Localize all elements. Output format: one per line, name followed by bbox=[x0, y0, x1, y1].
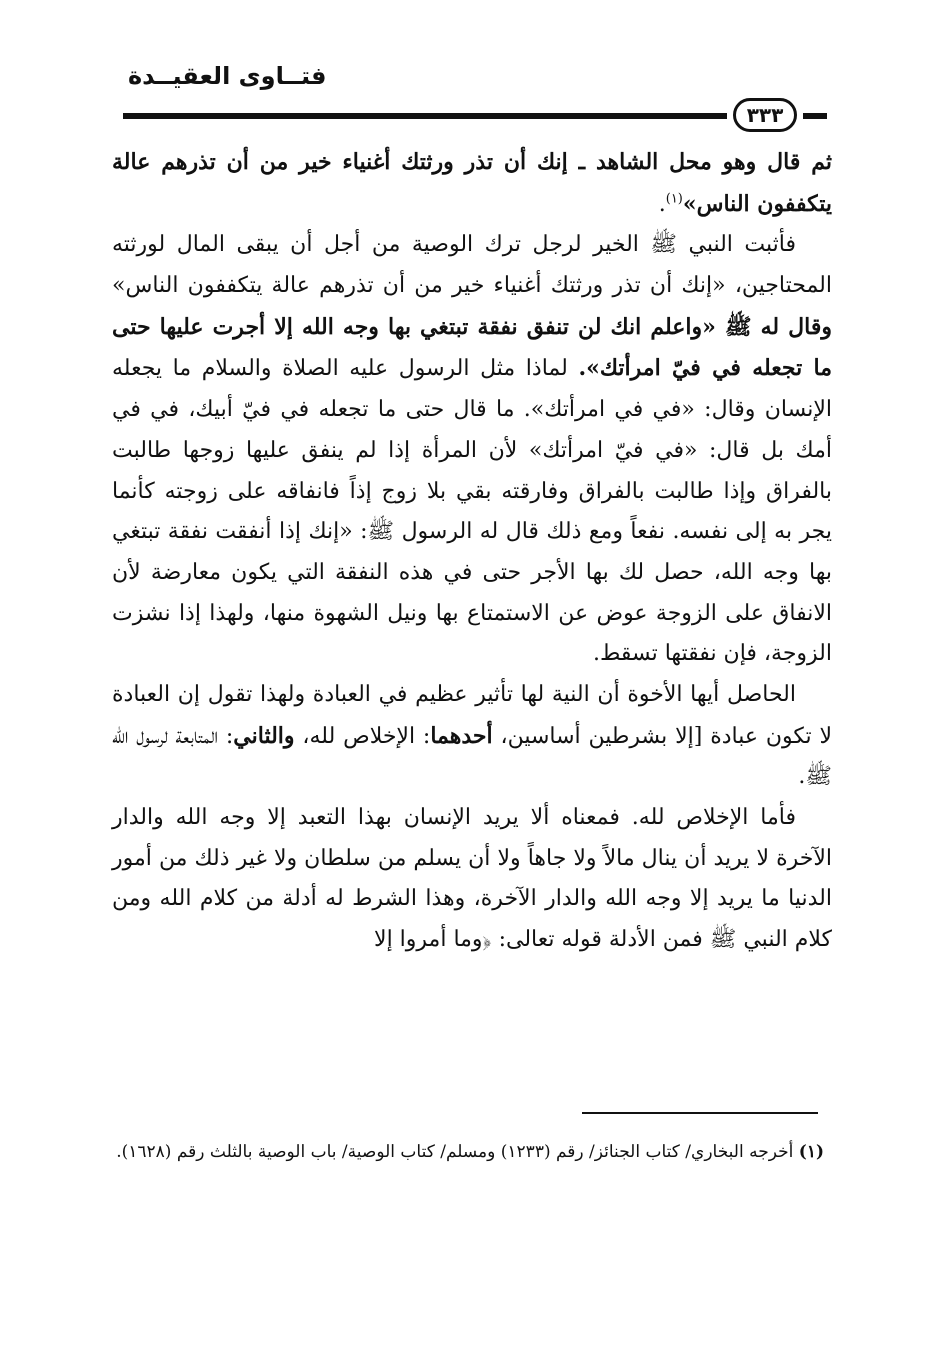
page-number: ٣٣٣ bbox=[733, 98, 797, 132]
paragraph-1 bbox=[112, 142, 832, 225]
paragraph-3-text-c: : المتابعة لرسول الله ﷺ. bbox=[112, 723, 832, 790]
footnote-number: (١) bbox=[798, 1142, 824, 1162]
hadith-quote: ثم قال وهو محل الشاهد ـ إنك أن تذر ورثتك أغنياء خير من أن تذرهم عالة يتكففون الناس» bbox=[112, 149, 832, 217]
body-text bbox=[112, 142, 832, 961]
footnote-text: أخرجه البخاري/ كتاب الجنائز/ رقم (١٢٣٣) ومسلم/ كتاب الوصية/ باب الوصية بالثلث رقم (١٦٢٨). bbox=[116, 1142, 794, 1162]
header-rule-end bbox=[803, 113, 827, 119]
paragraph-2-text-a: فأثبت النبي ﷺ الخير لرجل ترك الوصية من أجل أن يبقى المال لورثته المحتاجين، «إنك أن تذر ورثتك أغنياء خير من أن تذرهم عالة يتكففون الناس» bbox=[112, 232, 832, 299]
hadith-quote-2: وقال له ﷺ «واعلم انك لن تنفق نفقة تبتغي بها وجه الله إلا أجرت عليها حتى ما تجعله في فيّ امرأتك». bbox=[112, 313, 833, 382]
paragraph-4 bbox=[112, 798, 832, 961]
condition-second-label: والثاني bbox=[233, 722, 295, 749]
paragraph-4-text: فأما الإخلاص لله. فمعناه ألا يريد الإنسان بهذا التعبد إلا وجه الله والدار الآخرة لا يريد أن ينال مالاً ولا جاهاً ولا أن يسلم من سلطان ولا غير ذلك من أمور الدنيا ما يريد إلا وجه الله والدار الآخرة، وهذا الشرط له أدلة من كلام الله ومن كلام النبي ﷺ فمن الأدلة قوله تعالى: ﴿وما أمروا إلا bbox=[112, 805, 832, 953]
paragraph-3 bbox=[112, 675, 832, 798]
paragraph-3-text-a: الحاصل أيها الأخوة أن النية لها تأثير عظيم في العبادة ولهذا تقول إن العبادة لا تكون عبادة [إلا بشرطين أساسين، bbox=[112, 681, 832, 749]
paragraph-2 bbox=[112, 225, 832, 675]
paragraph-3-text-b: : الإخلاص لله، bbox=[302, 723, 431, 749]
condition-first-label: أحدهما bbox=[430, 722, 493, 749]
running-title: فتــاوى العقيــدة bbox=[128, 62, 327, 90]
paragraph-1-end: . bbox=[658, 191, 666, 217]
footnote-rule bbox=[582, 1112, 818, 1114]
footnotes bbox=[112, 1136, 824, 1168]
header-rule bbox=[123, 113, 727, 119]
paragraph-2-text-b: لماذا مثل الرسول عليه الصلاة والسلام ما يجعله الإنسان وقال: «في في امرأتك». ما قال حتى ما تجعله في فيّ أبيك، في في أمك بل قال: «في فيّ امرأتك» لأن المرأة إذا لم ينفق عليها زوجها طالبت بالفراق وإذا طالبت بالفراق وفارقته بقي بلا زوج إذاً فانفاقه على زوجته كأنما يجر به إلى نفسه. نفعاً ومع ذلك قال له الرسول ﷺ: «إنك إذا أنفقت نفقة تبتغي بها وجه الله، حصل لك بها الأجر حتى في هذه النفقة التي يكون معارضة لأن الانفاق على الزوجة عوض عن الاستمتاع بها ونيل الشهوة منها، ولهذا إذا نشزت الزوجة، فإن نفقتها تسقط. bbox=[112, 356, 832, 667]
footnote-marker: (١) bbox=[665, 191, 683, 207]
